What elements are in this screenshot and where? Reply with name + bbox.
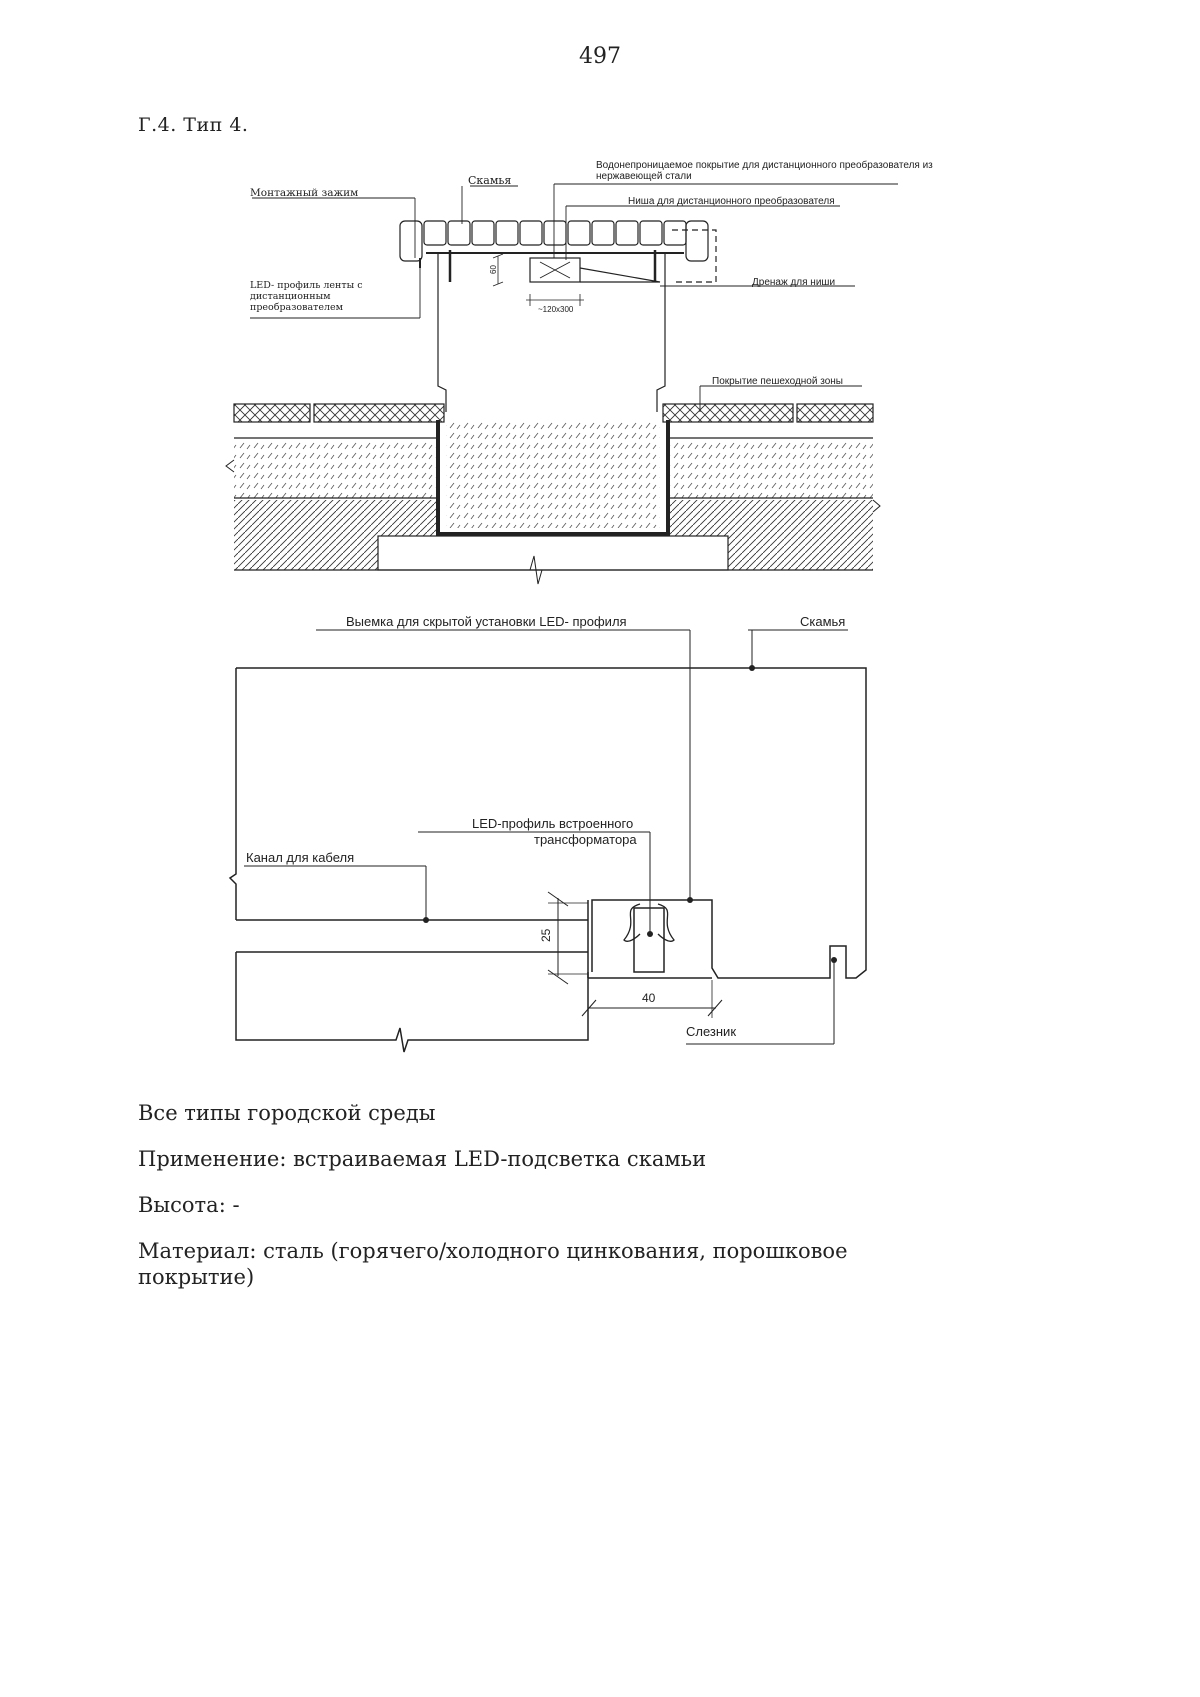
dim-40: 40 bbox=[642, 991, 656, 1005]
label-led-transformer-line2: трансформатора bbox=[534, 832, 637, 847]
dim-height: 60 bbox=[489, 265, 498, 274]
section-title: Г.4. Тип 4. bbox=[138, 114, 249, 136]
property-environment: Все типы городской среды bbox=[138, 1101, 436, 1125]
top-drawing-labels bbox=[250, 159, 933, 387]
label-bench-top: Скамья bbox=[468, 174, 512, 187]
label-cover-line1: Водонепроницаемое покрытие для дистанционного преобразователя из bbox=[596, 160, 933, 171]
label-cover-line2: нержавеющей стали bbox=[596, 171, 692, 182]
bottom-drawing-labels bbox=[246, 614, 845, 1039]
label-niche: Ниша для дистанционного преобразователя bbox=[628, 196, 835, 207]
dim-25: 25 bbox=[539, 928, 553, 942]
label-clamp: Монтажный зажим bbox=[250, 187, 359, 199]
property-application: Применение: встраиваемая LED-подсветка скамьи bbox=[138, 1147, 707, 1171]
label-led-line3: преобразователем bbox=[250, 302, 344, 313]
label-cable-channel: Канал для кабеля bbox=[246, 850, 355, 865]
label-recess: Выемка для скрытой установки LED- профиля bbox=[346, 614, 627, 629]
property-height: Высота: - bbox=[138, 1193, 240, 1217]
page-number: 497 bbox=[579, 44, 621, 69]
label-drip: Слезник bbox=[686, 1024, 737, 1039]
properties-block bbox=[138, 1100, 898, 1310]
label-paving: Покрытие пешеходной зоны bbox=[712, 376, 843, 387]
label-bench-bottom: Скамья bbox=[800, 614, 846, 629]
label-drain: Дренаж для ниши bbox=[752, 277, 836, 288]
property-material: Материал: сталь (горячего/холодного цинкования, порошковое покрытие) bbox=[138, 1239, 848, 1289]
label-led-transformer-line1: LED-профиль встроенного bbox=[472, 816, 634, 831]
label-led-line2: дистанционным bbox=[250, 291, 331, 302]
label-led-line1: LED- профиль ленты с bbox=[250, 280, 363, 291]
dim-niche: ~120x300 bbox=[538, 305, 574, 314]
